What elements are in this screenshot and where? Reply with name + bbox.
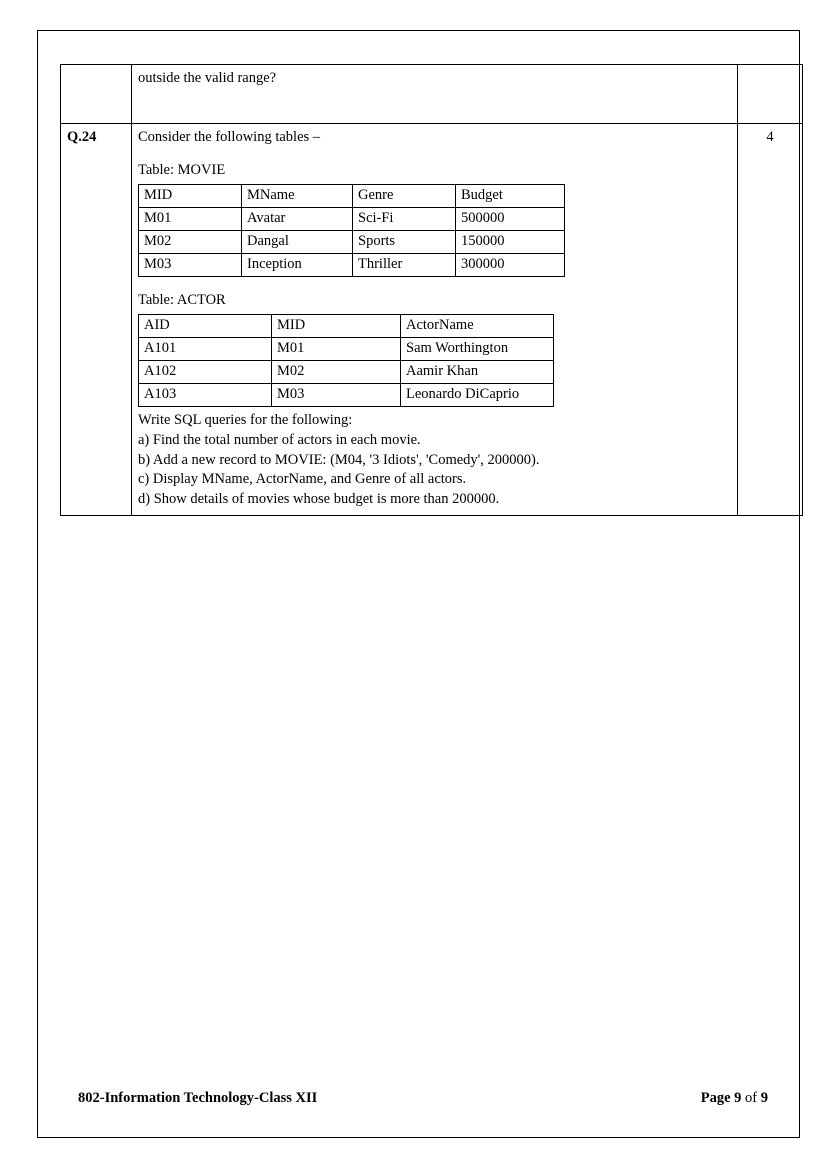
actor-cell: M01 — [272, 338, 401, 361]
footer-page-word: Page — [700, 1090, 731, 1106]
question-parts-list — [138, 411, 731, 509]
actor-table-label: Table: ACTOR — [138, 292, 226, 309]
question-number-cell — [61, 65, 132, 124]
actor-cell: M02 — [272, 361, 401, 384]
question-number-q24: Q.24 — [61, 124, 132, 516]
footer-subject-label: 802-Information Technology-Class XII — [78, 1090, 318, 1106]
question-marks-q24: 4 — [738, 124, 803, 516]
spacer — [138, 277, 731, 291]
movie-cell: 150000 — [456, 231, 565, 254]
footer-page-current: 9 — [734, 1090, 742, 1106]
page-footer — [78, 1090, 768, 1107]
footer-page-of: of — [745, 1090, 758, 1106]
actor-data-table — [138, 314, 554, 407]
movie-cell: M03 — [139, 254, 242, 277]
actor-cell: Sam Worthington — [401, 338, 554, 361]
footer-page-total: 9 — [760, 1090, 768, 1106]
movie-cell: M02 — [139, 231, 242, 254]
actor-header-mid: MID — [272, 315, 401, 338]
table-row — [61, 65, 803, 124]
movie-header-mid: MID — [139, 185, 242, 208]
actor-header-aid: AID — [139, 315, 272, 338]
actor-header-actorname: ActorName — [401, 315, 554, 338]
table-row — [139, 361, 554, 384]
movie-cell: Sports — [353, 231, 456, 254]
question-table — [60, 64, 803, 516]
actor-cell: A103 — [139, 384, 272, 407]
question-body-cell — [132, 65, 738, 124]
table-row — [139, 384, 554, 407]
movie-cell: Dangal — [242, 231, 353, 254]
question-part-a: a) Find the total number of actors in each movie. — [138, 431, 421, 448]
actor-cell: Aamir Khan — [401, 361, 554, 384]
movie-header-mname: MName — [242, 185, 353, 208]
movie-data-table — [138, 184, 565, 277]
table-row — [139, 338, 554, 361]
footer-page-number — [701, 1090, 768, 1107]
actor-cell: A101 — [139, 338, 272, 361]
movie-table-label: Table: MOVIE — [138, 162, 226, 179]
movie-cell: Avatar — [242, 208, 353, 231]
question-marks-cell — [738, 65, 803, 124]
sql-instruction-text: Write SQL queries for the following: — [138, 412, 353, 429]
table-row — [139, 254, 565, 277]
table-row — [61, 124, 803, 516]
movie-cell: 500000 — [456, 208, 565, 231]
spacer — [138, 147, 731, 161]
movie-cell: 300000 — [456, 254, 565, 277]
movie-header-genre: Genre — [353, 185, 456, 208]
actor-cell: M03 — [272, 384, 401, 407]
table-row — [139, 315, 554, 338]
table-row — [139, 185, 565, 208]
question-part-d: d) Show details of movies whose budget is more than 200000. — [138, 490, 500, 507]
question-part-c: c) Display MName, ActorName, and Genre of all actors. — [138, 471, 467, 488]
table-row — [139, 231, 565, 254]
movie-cell: Inception — [242, 254, 353, 277]
movie-header-budget: Budget — [456, 185, 565, 208]
actor-cell: A102 — [139, 361, 272, 384]
movie-cell: Thriller — [353, 254, 456, 277]
table-row — [139, 208, 565, 231]
actor-cell: Leonardo DiCaprio — [401, 384, 554, 407]
previous-question-tail-text: outside the valid range? — [138, 70, 277, 86]
movie-cell: M01 — [139, 208, 242, 231]
question-part-b: b) Add a new record to MOVIE: (M04, '3 Idiots', 'Comedy', 200000). — [138, 451, 540, 468]
movie-cell: Sci-Fi — [353, 208, 456, 231]
question-body-q24 — [132, 124, 738, 516]
q24-intro-text: Consider the following tables – — [138, 129, 321, 145]
